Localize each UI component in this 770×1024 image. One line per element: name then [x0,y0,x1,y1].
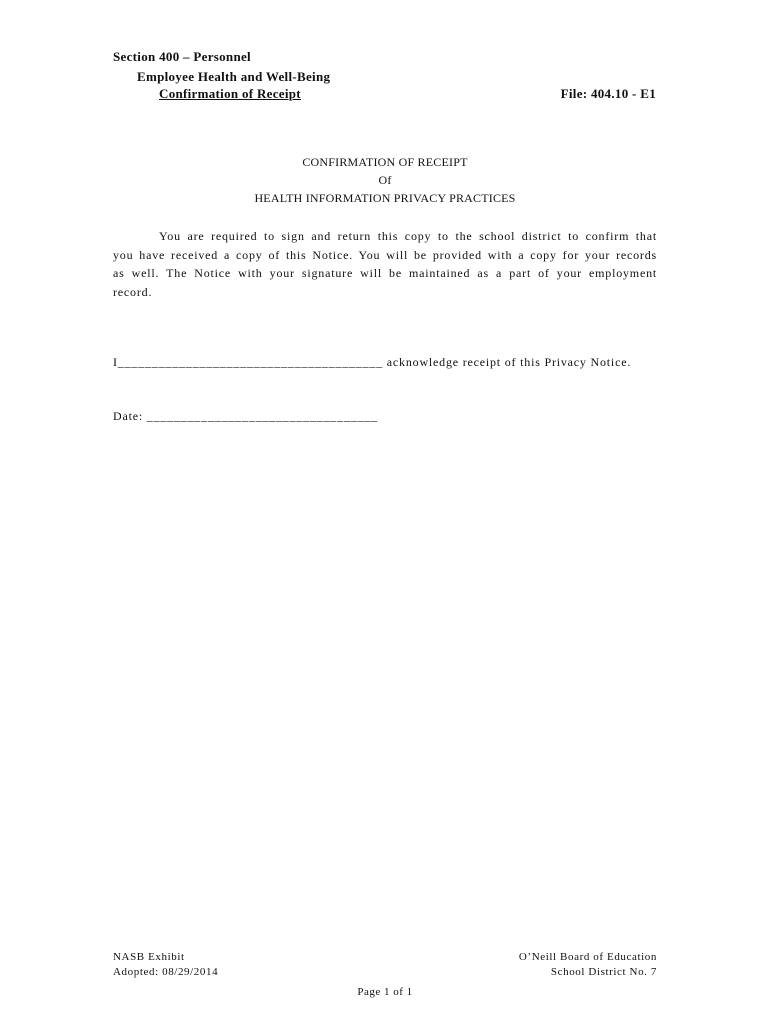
footer-right [519,950,657,980]
footer-exhibit: NASB Exhibit [113,951,185,963]
signature-line[interactable]: I_______________________________________ acknowledge receipt of this Privacy Notice. [113,355,632,369]
footer-left [113,950,218,980]
form-title-line2: Of [378,173,392,187]
footer-district: School District No. 7 [550,966,657,978]
page-number: Page 1 of 1 [357,986,413,998]
form-title-line3: HEALTH INFORMATION PRIVACY PRACTICES [254,191,516,205]
file-reference: File: 404.10 - E1 [560,86,656,101]
footer-adopted-date: Adopted: 08/29/2014 [113,966,219,978]
form-title-line1: CONFIRMATION OF RECEIPT [302,155,468,169]
date-line[interactable]: Date: __________________________________ [113,409,378,423]
section-heading: Section 400 – Personnel [113,49,251,64]
instruction-paragraph: You are required to sign and return this copy to the school district to confirm that you have received a copy of this Notice. You will be provided with a copy for your records as well. The Notice with your signature will be maintained as a part of your employment record. [113,229,657,299]
document-title: Confirmation of Receipt [159,86,301,101]
footer-board: O’Neill Board of Education [518,951,657,963]
subsection-heading: Employee Health and Well-Being [137,69,331,84]
